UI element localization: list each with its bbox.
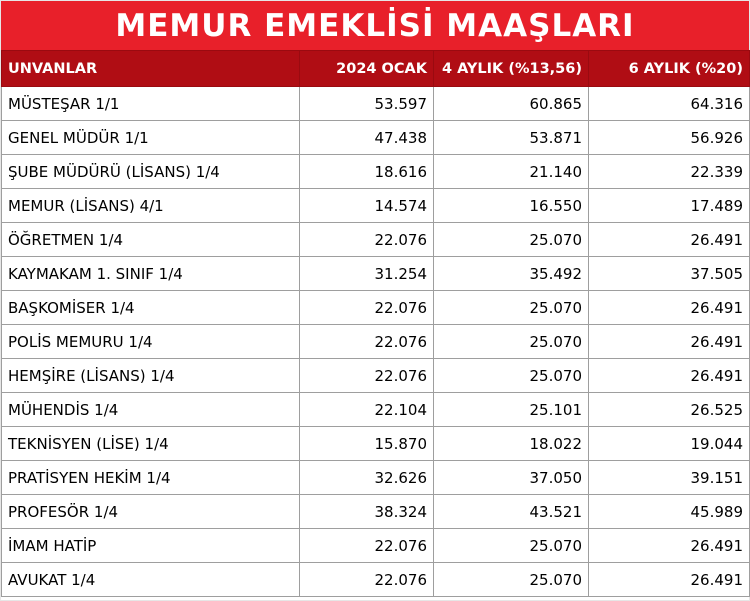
column-header-unvanlar: UNVANLAR — [2, 51, 300, 87]
ocak-2024-cell: 32.626 — [300, 461, 434, 495]
four-month-cell: 43.521 — [434, 495, 589, 529]
four-month-cell: 35.492 — [434, 257, 589, 291]
four-month-cell: 25.070 — [434, 359, 589, 393]
ocak-2024-cell: 22.076 — [300, 325, 434, 359]
table-title: MEMUR EMEKLİSİ MAAŞLARI — [1, 1, 749, 50]
six-month-cell: 26.525 — [589, 393, 750, 427]
title-cell: POLİS MEMURU 1/4 — [2, 325, 300, 359]
six-month-cell: 45.989 — [589, 495, 750, 529]
title-cell: İMAM HATİP — [2, 529, 300, 563]
ocak-2024-cell: 18.616 — [300, 155, 434, 189]
ocak-2024-cell: 22.076 — [300, 359, 434, 393]
title-cell: ÖĞRETMEN 1/4 — [2, 223, 300, 257]
six-month-cell: 56.926 — [589, 121, 750, 155]
six-month-cell: 26.491 — [589, 325, 750, 359]
six-month-cell: 37.505 — [589, 257, 750, 291]
ocak-2024-cell: 22.076 — [300, 563, 434, 597]
title-cell: PRATİSYEN HEKİM 1/4 — [2, 461, 300, 495]
four-month-cell: 25.101 — [434, 393, 589, 427]
six-month-cell: 26.491 — [589, 529, 750, 563]
four-month-cell: 21.140 — [434, 155, 589, 189]
table-row — [2, 155, 750, 189]
four-month-cell: 25.070 — [434, 563, 589, 597]
six-month-cell: 22.339 — [589, 155, 750, 189]
table-row — [2, 223, 750, 257]
table-row — [2, 359, 750, 393]
table-row — [2, 529, 750, 563]
six-month-cell: 26.491 — [589, 359, 750, 393]
four-month-cell: 53.871 — [434, 121, 589, 155]
ocak-2024-cell: 31.254 — [300, 257, 434, 291]
ocak-2024-cell: 47.438 — [300, 121, 434, 155]
title-cell: GENEL MÜDÜR 1/1 — [2, 121, 300, 155]
table-row — [2, 87, 750, 121]
table-row — [2, 495, 750, 529]
column-header-6-aylik: 6 AYLIK (%20) — [589, 51, 750, 87]
four-month-cell: 25.070 — [434, 325, 589, 359]
title-cell: HEMŞİRE (LİSANS) 1/4 — [2, 359, 300, 393]
table-row — [2, 325, 750, 359]
title-cell: AVUKAT 1/4 — [2, 563, 300, 597]
six-month-cell: 26.491 — [589, 291, 750, 325]
four-month-cell: 16.550 — [434, 189, 589, 223]
title-cell: PROFESÖR 1/4 — [2, 495, 300, 529]
title-cell: ŞUBE MÜDÜRÜ (LİSANS) 1/4 — [2, 155, 300, 189]
table-row — [2, 563, 750, 597]
six-month-cell: 64.316 — [589, 87, 750, 121]
six-month-cell: 17.489 — [589, 189, 750, 223]
six-month-cell: 39.151 — [589, 461, 750, 495]
four-month-cell: 37.050 — [434, 461, 589, 495]
title-cell: MÜSTEŞAR 1/1 — [2, 87, 300, 121]
title-cell: BAŞKOMİSER 1/4 — [2, 291, 300, 325]
table-row — [2, 189, 750, 223]
title-cell: TEKNİSYEN (LİSE) 1/4 — [2, 427, 300, 461]
table-row — [2, 291, 750, 325]
title-cell: KAYMAKAM 1. SINIF 1/4 — [2, 257, 300, 291]
six-month-cell: 19.044 — [589, 427, 750, 461]
column-header-4-aylik: 4 AYLIK (%13,56) — [434, 51, 589, 87]
ocak-2024-cell: 53.597 — [300, 87, 434, 121]
salary-table — [1, 50, 750, 597]
ocak-2024-cell: 38.324 — [300, 495, 434, 529]
ocak-2024-cell: 22.104 — [300, 393, 434, 427]
four-month-cell: 18.022 — [434, 427, 589, 461]
ocak-2024-cell: 15.870 — [300, 427, 434, 461]
ocak-2024-cell: 22.076 — [300, 223, 434, 257]
header-row — [2, 51, 750, 87]
title-cell: MEMUR (LİSANS) 4/1 — [2, 189, 300, 223]
four-month-cell: 25.070 — [434, 223, 589, 257]
title-cell: MÜHENDİS 1/4 — [2, 393, 300, 427]
four-month-cell: 25.070 — [434, 529, 589, 563]
table-row — [2, 121, 750, 155]
six-month-cell: 26.491 — [589, 563, 750, 597]
column-header-2024-ocak: 2024 OCAK — [300, 51, 434, 87]
table-body — [2, 87, 750, 597]
ocak-2024-cell: 14.574 — [300, 189, 434, 223]
ocak-2024-cell: 22.076 — [300, 529, 434, 563]
ocak-2024-cell: 22.076 — [300, 291, 434, 325]
table-row — [2, 393, 750, 427]
table-row — [2, 461, 750, 495]
six-month-cell: 26.491 — [589, 223, 750, 257]
table-row — [2, 427, 750, 461]
four-month-cell: 25.070 — [434, 291, 589, 325]
four-month-cell: 60.865 — [434, 87, 589, 121]
table-row — [2, 257, 750, 291]
